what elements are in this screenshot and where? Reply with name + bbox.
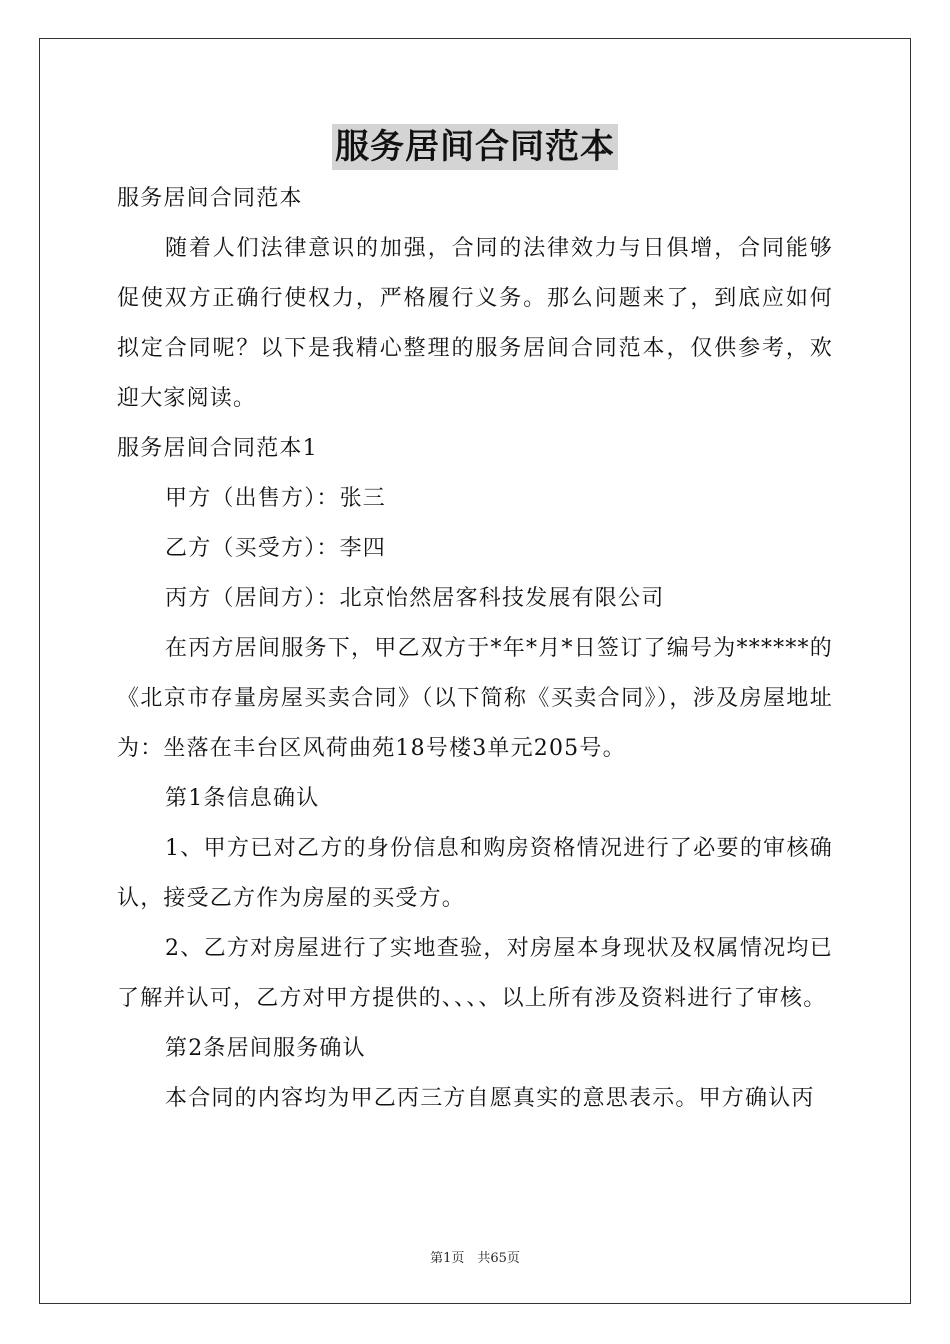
party-c-line: 丙方（居间方）：北京怡然居客科技发展有限公司 [165,586,665,611]
page-footer: 第1页 共65页 [430,1251,520,1266]
section-heading: 服务居间合同范本1 [117,436,318,461]
clause-heading: 第2条居间服务确认 [165,1036,366,1061]
party-a-line: 甲方（出售方）：张三 [165,486,387,511]
paragraph: 服务居间合同范本 [117,186,303,211]
paragraph: 随着人们法律意识的加强，合同的法律效力与日俱增，合同能够促使双方正确行使权力，严格履行义务。那么问题来了，到底应如何拟定合同呢？以下是我精心整理的服务居间合同范本，仅供参考，欢迎大家阅读。 [117,236,833,411]
document-body [117,174,833,1124]
paragraph: 在丙方居间服务下，甲乙双方于*年*月*日签订了编号为******的《北京市存量房屋买卖合同》（以下简称《买卖合同》），涉及房屋地址为：坐落在丰台区风荷曲苑18号楼3单元205号。 [117,636,833,761]
title-container [0,124,950,170]
paragraph: 2、乙方对房屋进行了实地查验，对房屋本身现状及权属情况均已了解并认可，乙方对甲方提供的、、、、以上所有涉及资料进行了审核。 [117,936,833,1011]
party-b-line: 乙方（买受方）：李四 [165,536,387,561]
paragraph: 本合同的内容均为甲乙丙三方自愿真实的意思表示。甲方确认丙 [165,1086,815,1111]
clause-heading: 第1条信息确认 [165,786,320,811]
document-title: 服务居间合同范本 [332,124,618,170]
paragraph: 1、甲方已对乙方的身份信息和购房资格情况进行了必要的审核确认，接受乙方作为房屋的买受方。 [117,836,833,911]
